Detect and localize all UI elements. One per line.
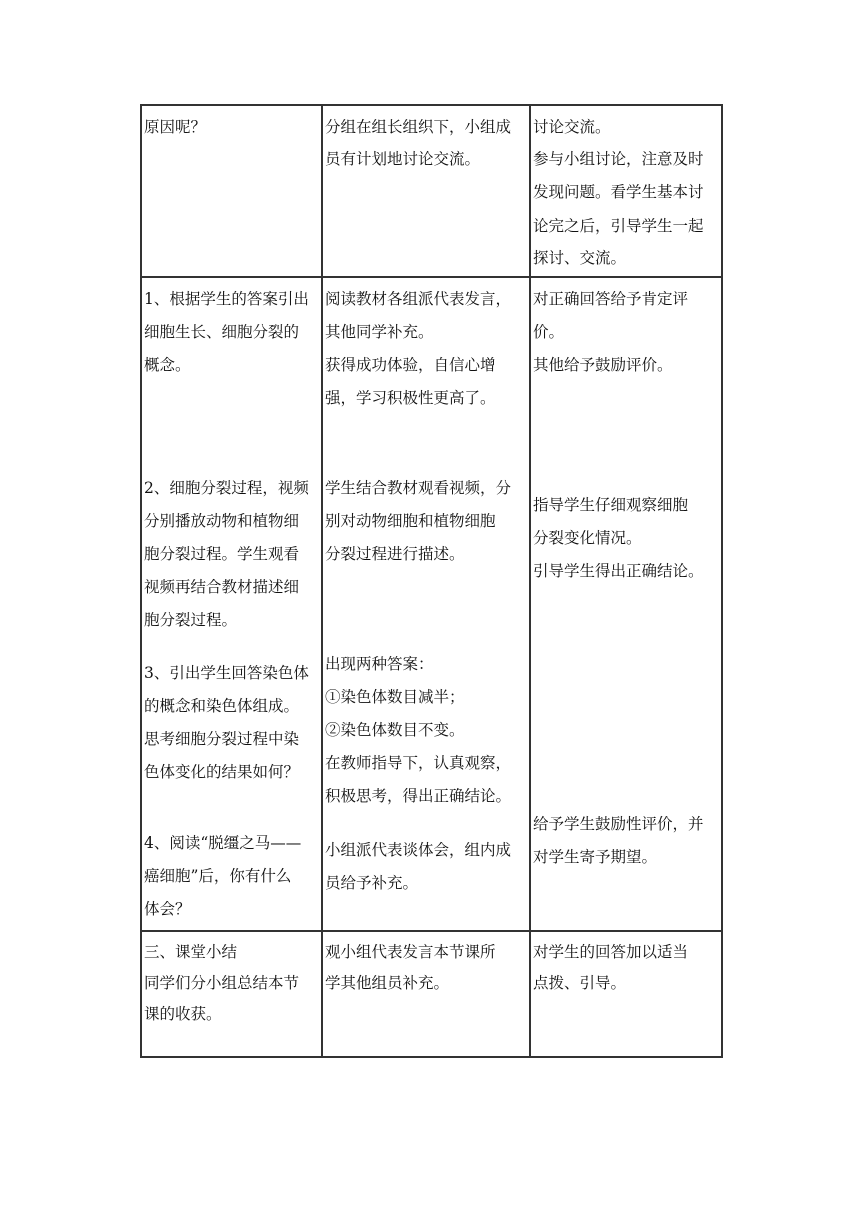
cell-line: ②染色体数目不变。 [325, 721, 465, 739]
cell-line: 对正确回答给予肯定评 [533, 290, 689, 308]
cell-line: 其他给予鼓励评价。 [533, 356, 673, 374]
table-cell [141, 931, 322, 1057]
table-row [141, 931, 722, 1057]
cell-line: 员有计划地讨论交流。 [325, 150, 481, 168]
cell-line: 引导学生得出正确结论。 [533, 562, 704, 580]
table-cell [530, 105, 722, 277]
table-cell [530, 277, 722, 931]
cell-line: 的概念和染色体组成。 [144, 697, 300, 715]
cell-line: 对学生寄予期望。 [533, 848, 658, 866]
table-cell [141, 105, 322, 277]
cell-line: 积极思考，得出正确结论。 [325, 787, 512, 805]
cell-line: 阅读教材各组派代表发言， [325, 290, 512, 308]
cell-line: 强，学习积极性更高了。 [325, 389, 496, 407]
cell-line: 概念。 [144, 356, 191, 374]
cell-line: 其他同学补充。 [325, 323, 434, 341]
cell-line: 价。 [533, 323, 565, 341]
cell-line: 体会？ [144, 900, 191, 918]
cell-line: 员给予补充。 [325, 874, 419, 892]
cell-line: 胞分裂过程。学生观看 [144, 545, 300, 563]
cell-line: 癌细胞”后，你有什么 [144, 867, 292, 885]
cell-line: 3、引出学生回答染色体 [144, 664, 309, 682]
cell-line: 分别播放动物和植物细 [144, 512, 300, 530]
table-cell [322, 277, 530, 931]
cell-line: 观小组代表发言本节课所 [325, 943, 496, 961]
cell-line: 学其他组员补充。 [325, 974, 450, 992]
cell-line: 1、根据学生的答案引出 [144, 290, 309, 308]
cell-line: 论完之后，引导学生一起 [533, 217, 704, 235]
cell-line: 指导学生仔细观察细胞 [533, 496, 689, 514]
table-cell [322, 931, 530, 1057]
table-cell [322, 105, 530, 277]
cell-line: 细胞生长、细胞分裂的 [144, 323, 300, 341]
cell-line: 获得成功体验，自信心增 [325, 356, 496, 374]
table-row [141, 277, 722, 931]
cell-line: 讨论交流。 [533, 118, 611, 136]
cell-line: 学生结合教材观看视频，分 [325, 479, 512, 497]
cell-line: 同学们分小组总结本节 [144, 974, 300, 992]
cell-line: 别对动物细胞和植物细胞 [325, 512, 496, 530]
table-row [141, 105, 722, 277]
table-cell [141, 277, 322, 931]
cell-line: 发现问题。看学生基本讨 [533, 183, 704, 201]
cell-line: 色体变化的结果如何？ [144, 763, 300, 781]
cell-line: 在教师指导下，认真观察， [325, 754, 512, 772]
cell-line: 4、阅读“脱缰之马—— [144, 834, 302, 852]
lesson-plan-table [140, 104, 723, 1058]
cell-line: 课的收获。 [144, 1005, 222, 1023]
table-cell [530, 931, 722, 1057]
cell-line: 点拨、引导。 [533, 974, 627, 992]
cell-line: 思考细胞分裂过程中染 [144, 730, 300, 748]
cell-line: 原因呢？ [144, 118, 207, 136]
cell-line: 分组在组长组织下，小组成 [325, 118, 512, 136]
cell-line: 出现两种答案： [325, 655, 434, 673]
cell-line: 对学生的回答加以适当 [533, 943, 689, 961]
cell-line: ①染色体数目减半； [325, 688, 465, 706]
cell-line: 给予学生鼓励性评价，并 [533, 815, 704, 833]
cell-line: 分裂过程进行描述。 [325, 545, 465, 563]
cell-line: 视频再结合教材描述细 [144, 578, 300, 596]
cell-line: 2、细胞分裂过程，视频 [144, 479, 309, 497]
cell-line: 小组派代表谈体会，组内成 [325, 841, 512, 859]
cell-line: 探讨、交流。 [533, 249, 627, 267]
cell-line: 三、课堂小结 [144, 943, 238, 961]
cell-line: 参与小组讨论，注意及时 [533, 150, 704, 168]
cell-line: 分裂变化情况。 [533, 529, 642, 547]
cell-line: 胞分裂过程。 [144, 611, 238, 629]
